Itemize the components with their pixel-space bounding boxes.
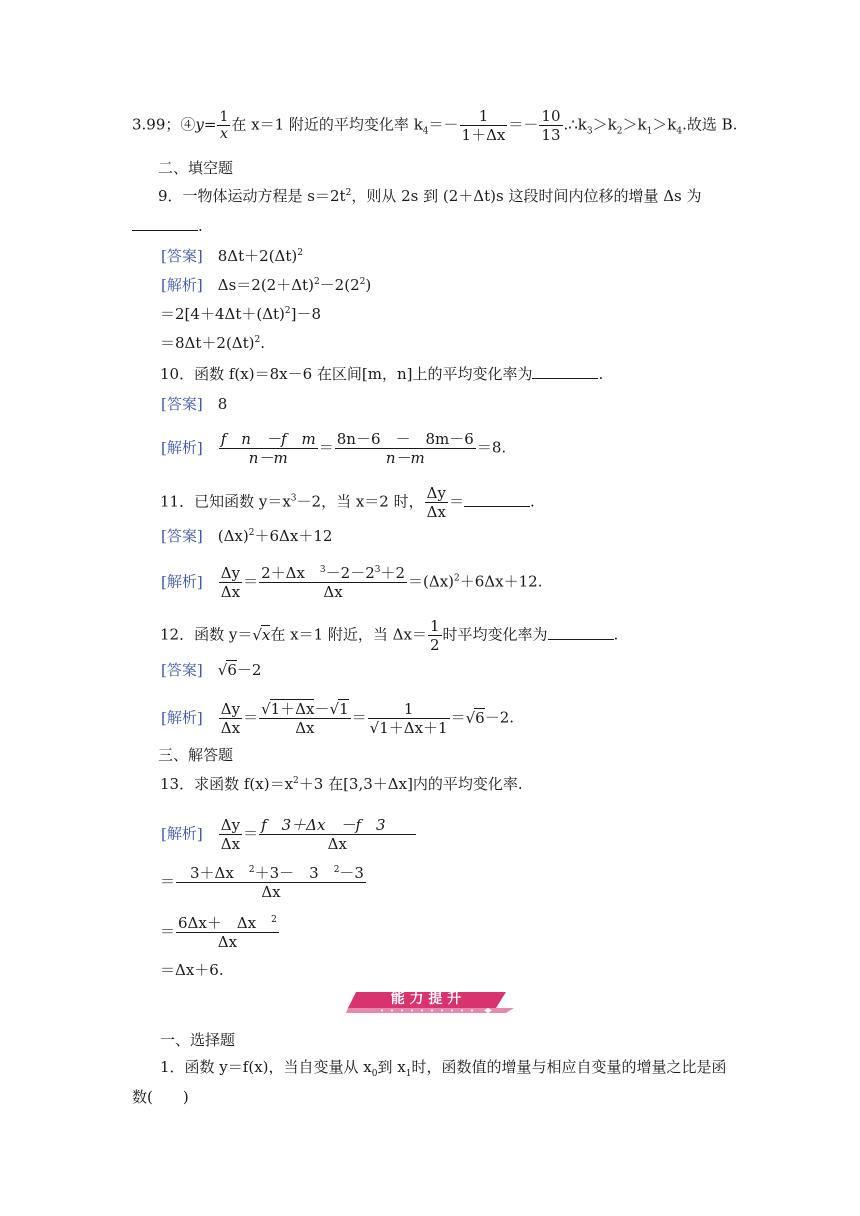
q13-analysis: [ 解析 ] $\frac{\Delta y}{\Delta x}$ ＝ $\frac{f 3+\Delta x -f 3}{\Delta x}$ [161,816,417,853]
analysis-tag: [ 解析 ] [161,825,203,843]
analysis-tag: [ 解析 ] [161,573,203,591]
question-9-blank-line: . [132,216,203,236]
fraction: $\frac{\text{f n －f m}}{n-m}$ [220,430,316,467]
radical-sign: √ [217,661,228,679]
q10-analysis: [ 解析 ] $\frac{\text{f n －f m}}{n-m}$ ＝ $\frac{8n-6 - 8m-6}{n-m}$ ＝8. [161,430,506,467]
fraction-dy-dx: $\frac{\Delta y}{\Delta x}$ [426,484,446,521]
question-9: 9．一物体运动方程是 $s=2t^2$，则从 2s 到 (2＋Δt)s 这段时间内位移的增量 Δs 为 [158,187,702,205]
answer-tag: [ 答案 ] [161,661,203,679]
question-11: 11．已知函数 $y=x^3-2$，当 x＝2 时， $\frac{\Delta y}{\Delta x}$ ＝ . [160,484,535,521]
q9-analysis-line-3: $=8\Delta t+2(\Delta t)^2$. [160,334,266,352]
fraction: $\frac{f 3+\Delta x -f 3}{\Delta x}$ [259,816,415,853]
section-heading-choice: 一、选择题 [160,1031,236,1049]
q13-analysis-line-2: ＝ $\frac{3+\Delta x ^2+3- 3 ^2-3}{\Delta x}$ [160,864,364,901]
fraction: $\frac{2+\Delta x ^3-2-2^3+2}{\Delta x}$ [261,564,406,601]
fraction: $\frac{\Delta y}{\Delta x}$ [220,700,241,737]
analysis-tag: [ 解析 ] [161,276,203,294]
line-k-values: 3.99；④y= $\frac{1}{x}$ 在 x＝1 附近的平均变化率 $k_4=-$ $\frac{1}{1+\Delta x}$ ＝－ $\frac{10}{13}$ $.\therefore k_3>k_2>k_1>k_4$.故选 B. [132,107,738,144]
q12-analysis: [ 解析 ] $\frac{\Delta y}{\Delta x}$ ＝ $\frac{√1+\Delta x-√1}{\Delta x}$ ＝ $\frac{1}{√1+\Delta x+1}$ ＝√6－2. [161,700,514,737]
answer-tag: [ 答案 ] [161,527,203,545]
q12-answer: [ 答案 ] √6－2 [161,660,261,680]
radical-sign: √ [252,625,262,644]
fraction-1-over-x: $\frac{1}{x}$ [219,109,229,142]
analysis-tag: [ 解析 ] [161,439,203,457]
answer-blank [548,627,614,640]
fraction: $\frac{6\Delta x+ \Delta x ^2}{\Delta x}$ [178,914,277,951]
q11-analysis: [ 解析 ] $\frac{\Delta y}{\Delta x}$ ＝ $\frac{2+\Delta x ^3-2-2^3+2}{\Delta x}$ $=(\Delta x)^2+6\Delta x+12$. [161,564,542,601]
answer-blank [132,218,198,231]
answer-blank [532,366,598,379]
fraction-10-13: $\frac{10}{13}$ [541,107,561,144]
fraction: $\frac{3+\Delta x ^2+3- 3 ^2-3}{\Delta x}$ [176,864,366,901]
fraction: $\frac{8n-6 - 8m-6}{n-m}$ [336,430,474,467]
fraction-k4: $\frac{1}{1+\Delta x}$ [461,107,506,144]
question-12: 12．函数 y＝√x在 x＝1 附近，当 Δx＝ $\frac{1}{2}$ 时平均变化率为 . [160,617,619,654]
fraction: $\frac{\Delta y}{\Delta x}$ [220,564,241,601]
q11-answer: [ 答案 ] $(\Delta x)^2+6\Delta x+12$ [161,526,332,546]
section-heading-fill-in: 二、填空题 [158,159,234,177]
q13-analysis-line-3: ＝ $\frac{6\Delta x+ \Delta x ^2}{\Delta x}$ [160,914,277,951]
section-banner [346,990,518,1014]
answer-tag: [ 答案 ] [161,395,203,413]
answer-blank [464,494,530,507]
question-1: 1．函数 y＝f(x)，当自变量从 $x_0$到 $x_1$时，函数值的增量与相应自变量的增量之比是函 [160,1058,727,1079]
question-10: 10．函数 f(x)＝8x－6 在区间[m，n]上的平均变化率为 . [160,365,604,383]
var-y: y [195,115,204,134]
fraction: $\frac{1}{√1+\Delta x+1}$ [369,700,448,737]
question-13: 13．求函数 $f(x)=x^2+3$ 在[3,3＋Δx]内的平均变化率. [160,775,523,793]
answer-tag: [ 答案 ] [161,247,203,265]
q9-analysis: [ 解析 ] $\Delta s=2(2+\Delta t)^2-2(2^2)$ [161,275,371,295]
question-1-line-2: 数( ) [132,1088,189,1106]
analysis-tag: [ 解析 ] [161,709,203,727]
section-heading-answer: 三、解答题 [158,746,234,764]
radical-sign: √ [465,708,476,727]
fraction: $\frac{\Delta y}{\Delta x}$ [220,816,241,853]
q10-answer: [ 答案 ] 8 [161,394,227,414]
q13-analysis-line-4: ＝Δx＋6. [160,961,224,979]
fraction: $\frac{√1+\Delta x-√1}{\Delta x}$ [261,700,349,737]
q9-answer: [ 答案 ] $8\Delta t+2(\Delta t)^2$ [161,246,303,266]
fraction-1-2: $\frac{1}{2}$ [429,617,440,654]
banner-title: 能 力 提 升 [390,991,462,1007]
q9-analysis-line-2: $=2[4+4\Delta t+(\Delta t)^2]-8$ [160,305,322,323]
